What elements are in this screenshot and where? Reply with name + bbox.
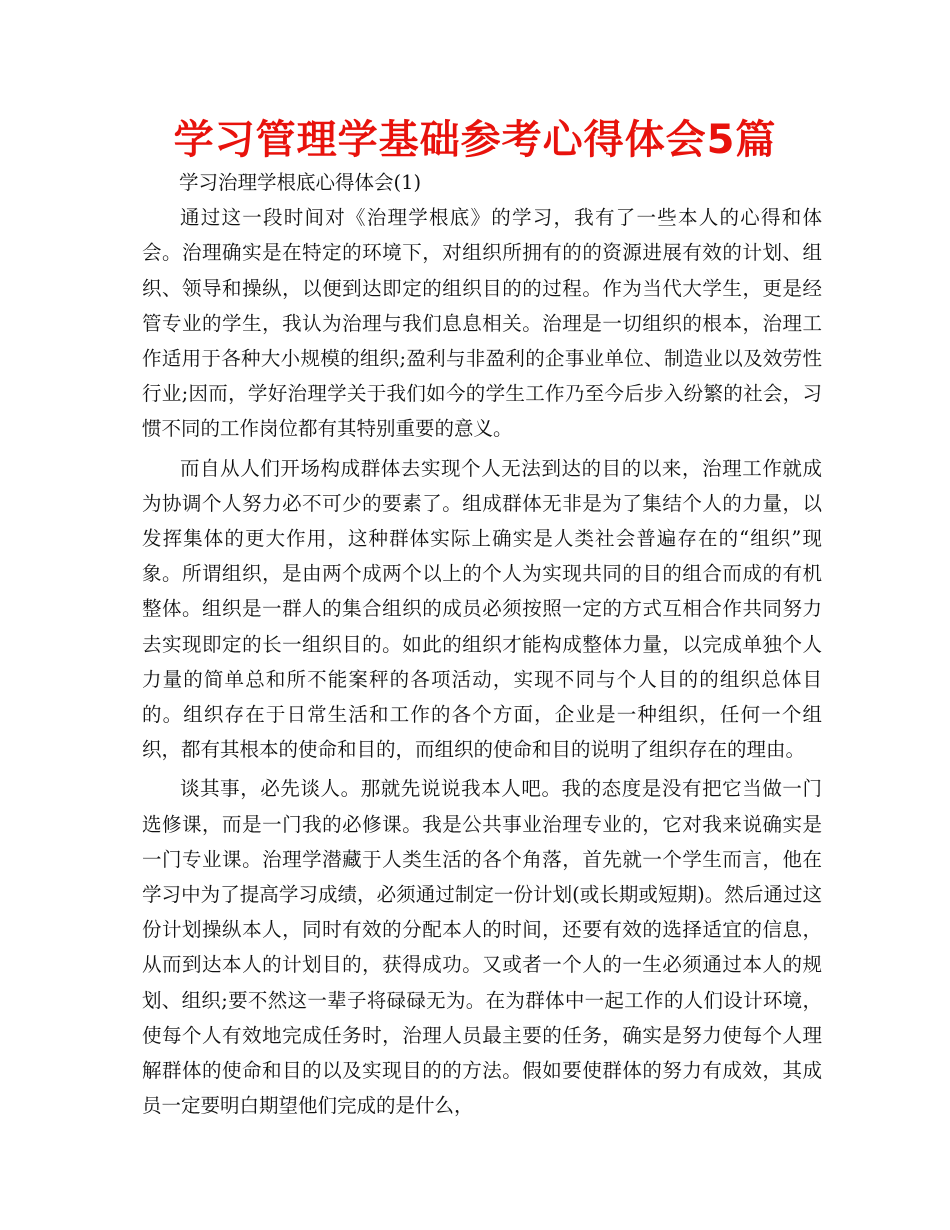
document-body	[142, 165, 822, 1127]
paragraph-2: 而自从人们开场构成群体去实现个人无法到达的目的以来，治理工作就成为协调个人努力必不可少的要素了。组成群体无非是为了集结个人的力量，以发挥集体的更大作用，这种群体实际上确实是人类社会普遍存在的“组织”现象。所谓组织，是由两个成两个以上的个人为实现共同的目的组合而成的有机整体。组织是一群人的集合组织的成员必须按照一定的方式互相合作共同努力去实现即定的长一组织目的。如此的组织才能构成整体力量，以完成单独个人力量的简单总和所不能案秤的各项活动，实现不同与个人目的的组织总体目的。组织存在于日常生活和工作的各个方面，企业是一种组织，任何一个组织，都有其根本的使命和目的，而组织的使命和目的说明了组织存在的理由。	[142, 456, 822, 762]
document-title: 学习管理学基础参考心得体会5篇	[173, 117, 777, 163]
paragraph-3: 谈其事，必先谈人。那就先说说我本人吧。我的态度是没有把它当做一门选修课，而是一门我的必修课。我是公共事业治理专业的，它对我来说确实是一门专业课。治理学潜藏于人类生活的各个角落，首先就一个学生而言，他在学习中为了提高学习成绩，必须通过制定一份计划(或长期或短期)。然后通过这份计划操纵本人，同时有效的分配本人的时间，还要有效的选择适宜的信息，从而到达本人的计划目的，获得成功。又或者一个人的一生必须通过本人的规划、组织;要不然这一辈子将碌碌无为。在为群体中一起工作的人们设计环境，使每个人有效地完成任务时，治理人员最主要的任务，确实是努力使每个人理解群体的使命和目的以及实现目的的方法。假如要使群体的努力有成效，其成员一定要明白期望他们完成的是什么，	[142, 777, 822, 1118]
paragraph-1: 通过这一段时间对《治理学根底》的学习，我有了一些本人的心得和体会。治理确实是在特定的环境下，对组织所拥有的的资源进展有效的计划、组织、领导和操纵，以便到达即定的组织目的的过程。作为当代大学生，更是经管专业的学生，我认为治理与我们息息相关。治理是一切组织的根本，治理工作适用于各种大小规模的组织;盈利与非盈利的企事业单位、制造业以及效劳性行业;因而，学好治理学关于我们如今的学生工作乃至今后步入纷繁的社会，习惯不同的工作岗位都有其特别重要的意义。	[142, 206, 822, 441]
section-heading: 学习治理学根底心得体会(1)	[179, 171, 422, 194]
